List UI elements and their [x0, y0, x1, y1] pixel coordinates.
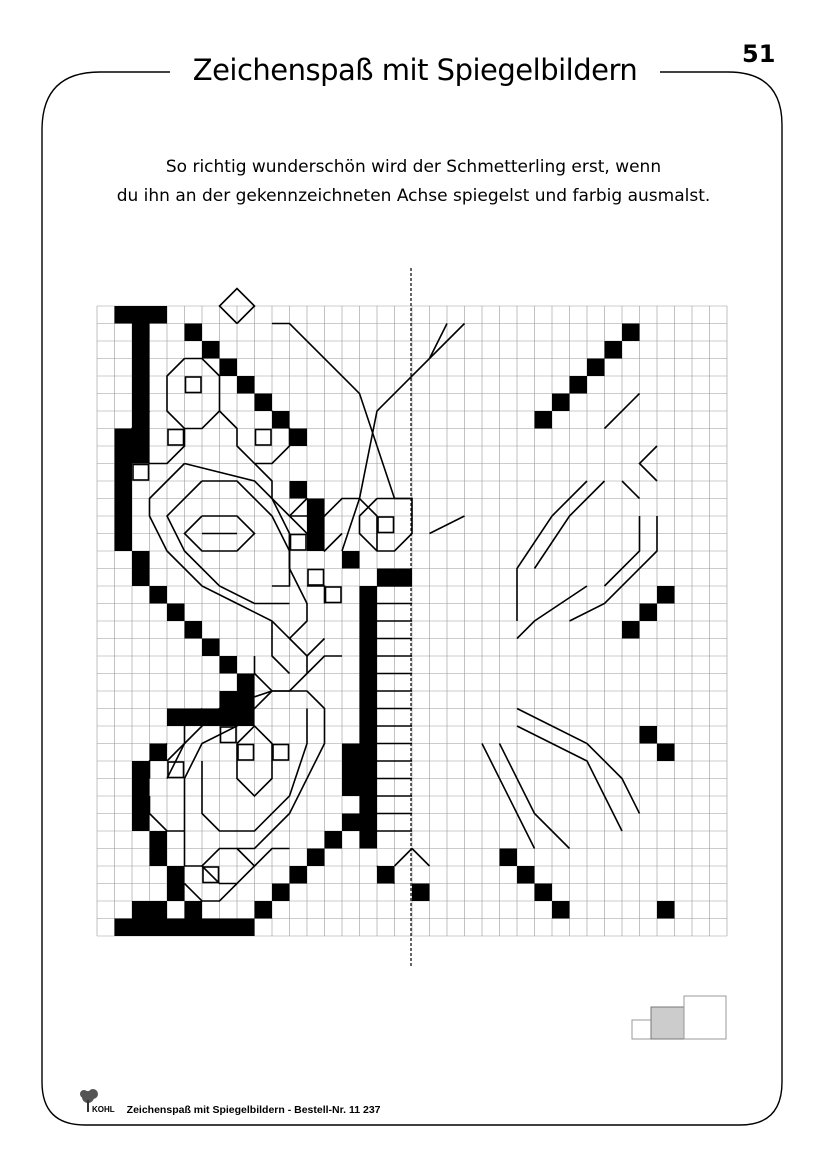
page-number: 51 [742, 40, 776, 68]
instruction-line-2: du ihn an der gekennzeichneten Achse spiegelst und farbig ausmalst. [116, 186, 711, 206]
page-title: Zeichenspaß mit Spiegelbildern [170, 50, 660, 90]
footer-text: Zeichenspaß mit Spiegelbildern - Bestell-Nr. 11 237 [126, 1104, 381, 1116]
publisher-name: KOHL [92, 1105, 115, 1114]
instruction-line-1: So richtig wunderschön wird der Schmetterling erst, wenn [165, 157, 662, 177]
footer [78, 1088, 381, 1118]
